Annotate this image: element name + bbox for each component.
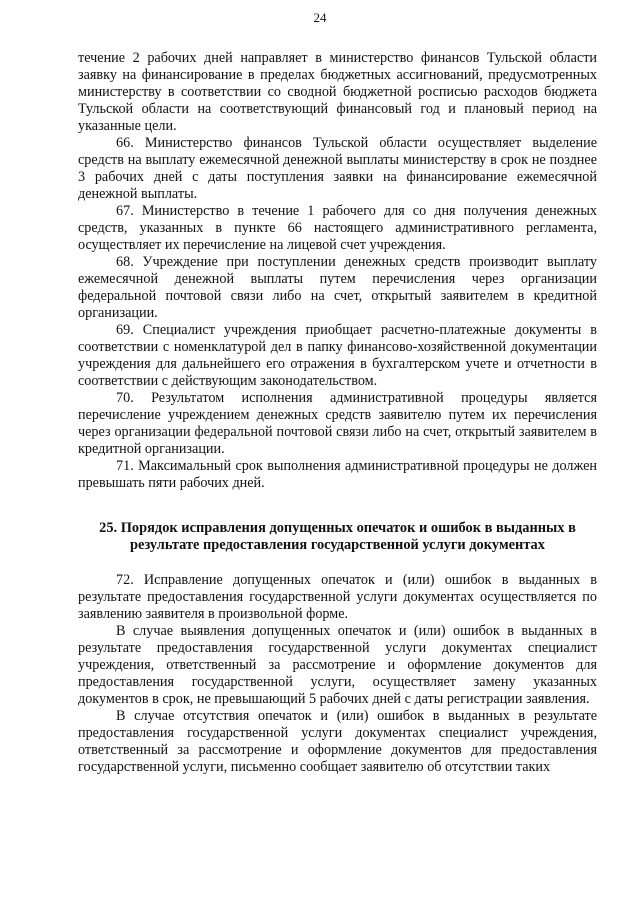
section-heading: 25. Порядок исправления допущенных опечаток и ошибок в выданных в результате предоставления государственной услуги документах: [99, 520, 576, 553]
paragraph-71: 71. Максимальный срок выполнения административной процедуры не должен превышать пяти рабочих дней.: [78, 458, 597, 491]
paragraph-error-found: В случае выявления допущенных опечаток и (или) ошибок в выданных в результате предоставления государственной услуги документах специалист учреждения, ответственный за рассмотрение и оформление документов для предоставления государственной услуги, осуществляет замену указанных документов в срок, не превышающий 5 рабочих дней с даты регистрации заявления.: [78, 623, 597, 707]
paragraph-no-error: В случае отсутствия опечаток и (или) ошибок в выданных в результате предоставления государственной услуги документах специалист учреждения, ответственный за рассмотрение и оформление документов для предоставления государственной услуги, письменно сообщает заявителю об отсутствии таких: [78, 708, 597, 775]
paragraph-66: 66. Министерство финансов Тульской области осуществляет выделение средств на выплату ежемесячной денежной выплаты министерству в срок не позднее 3 рабочих дней с даты поступления заявки на финансирование ежемесячной денежной выплаты.: [78, 135, 597, 202]
document-body: [78, 50, 597, 776]
paragraph-70: 70. Результатом исполнения административной процедуры является перечисление учреждением денежных средств заявителю путем их перечисления через организации федеральной почтовой связи либо на счет, открытый заявителем в кредитной организации.: [78, 390, 597, 457]
paragraph-69: 69. Специалист учреждения приобщает расчетно-платежные документы в соответствии с номенклатурой дел в папку финансово-хозяйственной документации учреждения для дальнейшего его отражения в бухгалтерском учете и отчетности в соответствии с действующим законодательством.: [78, 322, 597, 389]
paragraph-continuation: течение 2 рабочих дней направляет в министерство финансов Тульской области заявку на финансирование в пределах бюджетных ассигнований, предусмотренных министерству в соответствии со сводной бюджетной росписью расходов бюджета Тульской области на соответствующий финансовый год и плановый период на указанные цели.: [78, 50, 597, 134]
paragraph-68: 68. Учреждение при поступлении денежных средств производит выплату ежемесячной денежной выплаты путем перечисления через организации федеральной почтовой связи либо на счет, открытый заявителем в кредитной организации.: [78, 254, 597, 321]
paragraph-72: 72. Исправление допущенных опечаток и (или) ошибок в выданных в результате предоставления государственной услуги документах осуществляется по заявлению заявителя в произвольной форме.: [78, 572, 597, 622]
page-number: 24: [313, 10, 327, 25]
paragraph-67: 67. Министерство в течение 1 рабочего для со дня получения денежных средств, указанных в пункте 66 настоящего административного регламента, осуществляет их перечисление на лицевой счет учреждения.: [78, 203, 597, 253]
